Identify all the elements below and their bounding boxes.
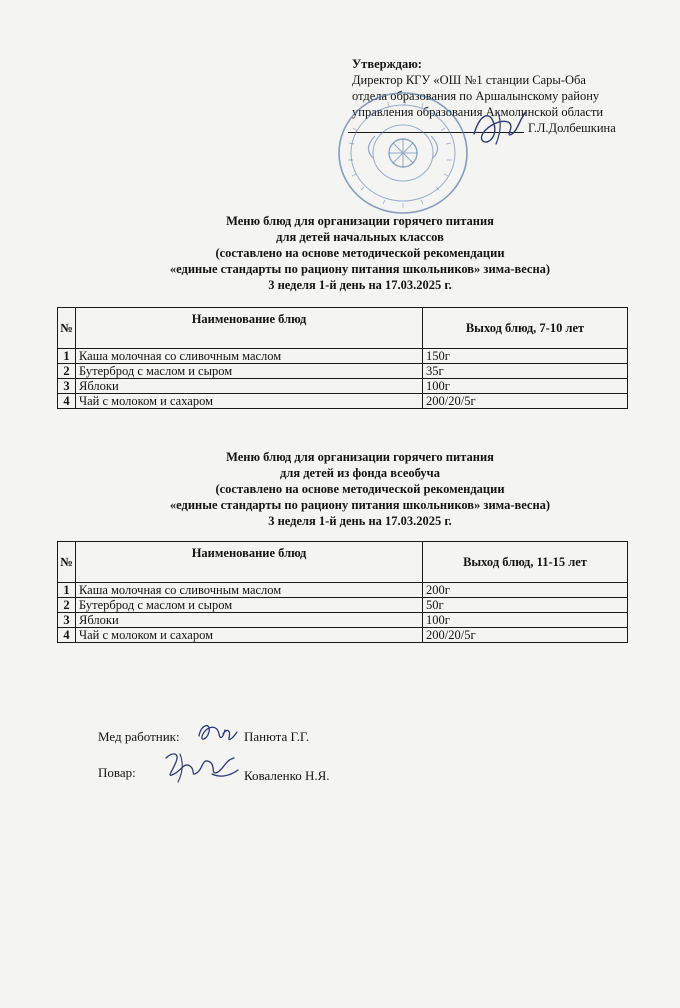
header-num: № (58, 542, 76, 583)
row-dish: Чай с молоком и сахаром (76, 628, 423, 643)
title-line: «единые стандарты по рациону питания школьников» зима-весна) (169, 262, 551, 276)
row-dish: Чай с молоком и сахаром (76, 394, 423, 409)
title-line: Меню блюд для организации горячего питания (226, 214, 494, 228)
medic-name: Панюта Г.Г. (244, 729, 310, 744)
medic-signature-icon (193, 718, 241, 748)
cook-name: Коваленко Н.Я. (244, 768, 330, 783)
header-dish: Наименование блюд (76, 542, 423, 583)
row-output: 200/20/5г (423, 394, 628, 409)
menu2-title (60, 449, 660, 529)
medic-signature-row (98, 729, 310, 745)
header-dish: Наименование блюд (76, 308, 423, 349)
menu1-table (57, 307, 628, 409)
row-dish: Бутерброд с маслом и сыром (76, 598, 423, 613)
row-num: 4 (58, 628, 76, 643)
row-dish: Каша молочная со сливочным маслом (76, 349, 423, 364)
table-row (58, 598, 628, 613)
approval-line: управления образования Акмолинской области (352, 105, 604, 119)
row-dish: Яблоки (76, 613, 423, 628)
header-output: Выход блюд, 7-10 лет (423, 308, 628, 349)
row-dish: Каша молочная со сливочным маслом (76, 583, 423, 598)
title-line: Меню блюд для организации горячего питания (226, 450, 494, 464)
row-num: 1 (58, 583, 76, 598)
official-seal-icon (333, 88, 473, 218)
table-row (58, 364, 628, 379)
row-output: 35г (423, 364, 628, 379)
approval-line: отдела образования по Аршалынскому району (352, 89, 600, 103)
row-num: 3 (58, 379, 76, 394)
cook-role-label: Повар: (98, 765, 136, 780)
approval-line: Директор КГУ «ОШ №1 станции Сары-Оба (352, 73, 586, 87)
cook-signature-row (98, 765, 330, 783)
row-output: 50г (423, 598, 628, 613)
director-signature-icon (468, 104, 530, 150)
medic-role-label: Мед работник: (98, 729, 180, 744)
table-row (58, 379, 628, 394)
title-line: (составлено на основе методической рекомендации (215, 482, 505, 496)
row-dish: Яблоки (76, 379, 423, 394)
title-line: 3 неделя 1-й день на 17.03.2025 г. (268, 514, 452, 528)
title-line: для детей из фонда всеобуча (280, 466, 440, 480)
row-num: 3 (58, 613, 76, 628)
row-output: 200г (423, 583, 628, 598)
row-output: 100г (423, 379, 628, 394)
title-line: (составлено на основе методической рекомендации (215, 246, 505, 260)
row-num: 2 (58, 364, 76, 379)
cook-signature-icon (160, 748, 242, 786)
table-row (58, 613, 628, 628)
header-output: Выход блюд, 11-15 лет (423, 542, 628, 583)
table-row (58, 394, 628, 409)
director-name: Г.Л.Долбешкина (528, 121, 616, 135)
row-output: 200/20/5г (423, 628, 628, 643)
row-dish: Бутерброд с маслом и сыром (76, 364, 423, 379)
header-num: № (58, 308, 76, 349)
title-line: для детей начальных классов (276, 230, 444, 244)
row-num: 2 (58, 598, 76, 613)
table-header-row (58, 542, 628, 583)
menu2-table (57, 541, 628, 643)
row-output: 150г (423, 349, 628, 364)
row-output: 100г (423, 613, 628, 628)
table-header-row (58, 308, 628, 349)
row-num: 4 (58, 394, 76, 409)
row-num: 1 (58, 349, 76, 364)
table-row (58, 628, 628, 643)
table-row (58, 583, 628, 598)
title-line: 3 неделя 1-й день на 17.03.2025 г. (268, 278, 452, 292)
approval-header: Утверждаю: (352, 57, 422, 71)
table-row (58, 349, 628, 364)
menu1-title (60, 213, 660, 293)
title-line: «единые стандарты по рациону питания школьников» зима-весна) (169, 498, 551, 512)
